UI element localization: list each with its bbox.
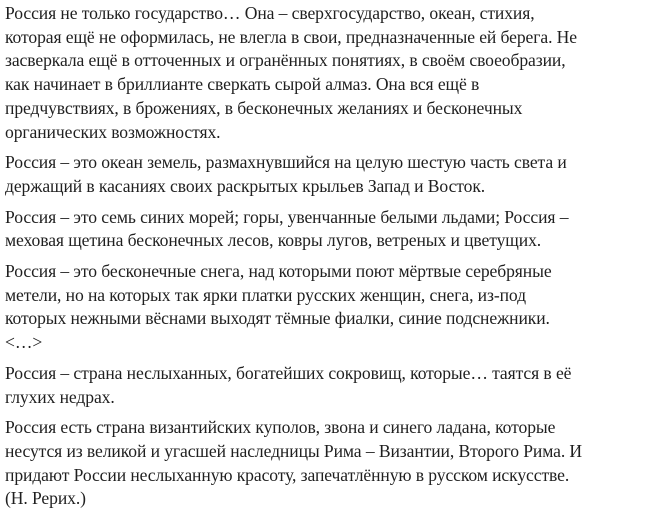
text-line: держащий в касаниях своих раскрытых крыльев Запад и Восток. [5, 175, 486, 196]
text-line: Россия – это семь синих морей; горы, увенчанные белыми льдами; Россия – [5, 206, 569, 227]
text-line: метели, но на которых так ярки платки русских женщин, снега, из-под [5, 284, 526, 305]
text-line: засверкала ещё в отточенных и огранённых понятиях, в своём своеобразии, [5, 50, 566, 71]
text-line: несутся из великой и угасшей наследницы Рима – Византии, Второго Рима. И [5, 440, 583, 461]
text-line: которая ещё не оформилась, не влегла в свои, предназначенные ей берега. Не [5, 26, 577, 47]
text-paragraph [5, 206, 665, 253]
text-line: меховая щетина бесконечных лесов, ковры лугов, ветреных и цветущих. [5, 230, 542, 251]
text-paragraph [5, 151, 665, 198]
text-line: Россия не только государство… Она – сверхгосударство, океан, стихия, [5, 3, 535, 23]
text-line: Россия есть страна византийских куполов, звона и синего ладана, которые [5, 417, 556, 438]
text-paragraph [5, 260, 665, 355]
text-line: органических возможностях. [5, 121, 221, 142]
text-paragraph [5, 362, 665, 409]
text-paragraph [5, 416, 665, 511]
text-line: предчувствиях, в брожениях, в бесконечных желаниях и бесконечных [5, 97, 523, 118]
text-line: <…> [5, 332, 43, 353]
text-line: глухих недрах. [5, 386, 115, 407]
text-line: как начинает в бриллианте сверкать сырой алмаз. Она вся ещё в [5, 74, 480, 95]
text-line: (Н. Рерих.) [5, 488, 86, 509]
text-line: придают России неслыханную красоту, запечатлённую в русском искусстве. [5, 464, 570, 485]
text-paragraph [5, 2, 665, 144]
text-line: Россия – это бесконечные снега, над которыми поют мёртвые серебряные [5, 261, 552, 282]
text-line: Россия – это океан земель, размахнувшийся на целую шестую часть света и [5, 152, 567, 173]
text-line: Россия – страна неслыханных, богатейших сокровищ, которые… таятся в её [5, 362, 572, 383]
text-line: которых нежными вёснами выходят тёмные фиалки, синие подснежники. [5, 308, 550, 329]
